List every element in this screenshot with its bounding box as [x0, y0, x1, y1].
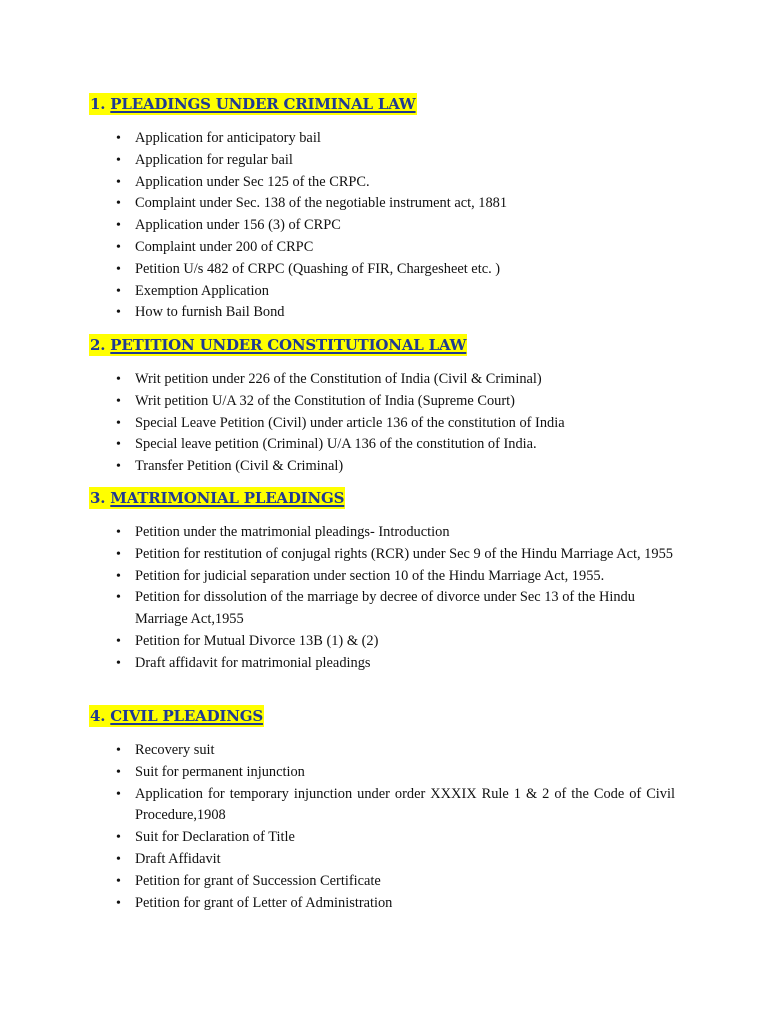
- list-item: [89, 827, 675, 849]
- item-list: [89, 522, 689, 675]
- list-item-text: Suit for Declaration of Title: [135, 829, 295, 846]
- section-civil-pleadings: [89, 705, 689, 914]
- list-item: [89, 893, 675, 915]
- list-item: [89, 259, 675, 281]
- list-item-text: Petition for dissolution of the marriage by decree of divorce under Sec 13 of the Hindu Marriage Act,1955: [135, 589, 635, 628]
- bullet-icon: •: [116, 218, 121, 234]
- section-title: PLEADINGS UNDER CRIMINAL LAW: [110, 95, 416, 113]
- list-item-text: Application under 156 (3) of CRPC: [135, 217, 341, 234]
- bullet-icon: •: [116, 283, 121, 299]
- bullet-icon: •: [116, 239, 121, 255]
- list-item-text: Special Leave Petition (Civil) under article 136 of the constitution of India: [135, 414, 565, 431]
- bullet-icon: •: [116, 568, 121, 584]
- bullet-icon: •: [116, 786, 121, 802]
- list-item-text: Draft Affidavit: [135, 850, 221, 867]
- bullet-icon: •: [116, 895, 121, 911]
- list-item: [89, 522, 675, 544]
- bullet-icon: •: [116, 305, 121, 321]
- list-item-text: Application under Sec 125 of the CRPC.: [135, 173, 370, 190]
- item-list: [89, 740, 689, 914]
- section-matrimonial-pleadings: [89, 487, 689, 675]
- list-item: [89, 456, 675, 478]
- list-item: [89, 302, 675, 324]
- list-item: [89, 762, 675, 784]
- list-item-text: Draft affidavit for matrimonial pleadings: [135, 654, 371, 671]
- bullet-icon: •: [116, 459, 121, 475]
- list-item-text: Petition for grant of Succession Certificate: [135, 872, 381, 889]
- bullet-icon: •: [116, 764, 121, 780]
- list-item: [89, 631, 675, 653]
- list-item-text: Petition for judicial separation under section 10 of the Hindu Marriage Act, 1955.: [135, 567, 605, 584]
- bullet-icon: •: [116, 851, 121, 867]
- list-item-text: Special leave petition (Criminal) U/A 136 of the constitution of India.: [135, 436, 537, 453]
- bullet-icon: •: [116, 196, 121, 212]
- bullet-icon: •: [116, 174, 121, 190]
- section-criminal-law: [89, 93, 689, 324]
- section-heading: [89, 705, 264, 727]
- list-item-text: Exemption Application: [135, 282, 269, 299]
- list-item-text: Complaint under Sec. 138 of the negotiable instrument act, 1881: [135, 195, 508, 212]
- list-item: [89, 237, 675, 259]
- list-item: [89, 587, 675, 631]
- list-item: [89, 150, 675, 172]
- list-item: [89, 413, 675, 435]
- list-item-text: Application for regular bail: [135, 151, 293, 168]
- bullet-icon: •: [116, 590, 121, 606]
- list-item-text: Writ petition under 226 of the Constitution of India (Civil & Criminal): [135, 371, 542, 387]
- bullet-icon: •: [116, 830, 121, 846]
- section-heading: [89, 334, 467, 356]
- list-item: [89, 784, 675, 828]
- list-item: [89, 871, 675, 893]
- list-item: [89, 193, 675, 215]
- bullet-icon: •: [116, 655, 121, 671]
- list-item-text: Transfer Petition (Civil & Criminal): [135, 458, 344, 475]
- bullet-icon: •: [116, 131, 121, 146]
- list-item: [89, 172, 675, 194]
- list-item-text: Petition for grant of Letter of Administration: [135, 894, 393, 911]
- list-item: [89, 128, 675, 150]
- bullet-icon: •: [116, 633, 121, 649]
- list-item-text: Complaint under 200 of CRPC: [135, 238, 314, 255]
- list-item: [89, 391, 675, 413]
- list-item: [89, 215, 675, 237]
- list-item: [89, 434, 675, 456]
- list-item: [89, 369, 675, 391]
- list-item: [89, 281, 675, 303]
- list-item-text: Petition under the matrimonial pleadings- Introduction: [135, 524, 450, 540]
- section-heading: [89, 487, 345, 509]
- list-item-text: Application for temporary injunction under order XXXIX Rule 1 & 2 of the Code of Civil Procedure,1908: [135, 785, 675, 824]
- section-number: 2.: [90, 336, 106, 354]
- bullet-icon: •: [116, 546, 121, 562]
- list-item-text: Writ petition U/A 32 of the Constitution of India (Supreme Court): [135, 392, 515, 409]
- section-title: PETITION UNDER CONSTITUTIONAL LAW: [110, 336, 467, 354]
- section-number: 4.: [90, 707, 106, 725]
- bullet-icon: •: [116, 152, 121, 168]
- section-number: 1.: [90, 95, 106, 113]
- section-title: CIVIL PLEADINGS: [110, 707, 263, 725]
- list-item-text: Petition for restitution of conjugal rights (RCR) under Sec 9 of the Hindu Marriage Act, 1955: [135, 545, 673, 562]
- list-item-text: How to furnish Bail Bond: [135, 304, 285, 321]
- list-item: [89, 566, 675, 588]
- list-item-text: Petition for Mutual Divorce 13B (1) & (2): [135, 632, 379, 649]
- list-item-text: Application for anticipatory bail: [135, 130, 321, 146]
- section-heading: [89, 93, 417, 115]
- list-item: [89, 653, 675, 675]
- bullet-icon: •: [116, 437, 121, 453]
- item-list: [89, 369, 689, 478]
- section-title: MATRIMONIAL PLEADINGS: [110, 489, 345, 507]
- list-item: [89, 544, 675, 566]
- list-item-text: Recovery suit: [135, 742, 215, 758]
- list-item-text: Petition U/s 482 of CRPC (Quashing of FIR, Chargesheet etc. ): [135, 260, 501, 277]
- bullet-icon: •: [116, 261, 121, 277]
- bullet-icon: •: [116, 873, 121, 889]
- bullet-icon: •: [116, 393, 121, 409]
- bullet-icon: •: [116, 525, 121, 540]
- list-item-text: Suit for permanent injunction: [135, 763, 305, 780]
- bullet-icon: •: [116, 743, 121, 758]
- section-constitutional-law: [89, 334, 689, 478]
- list-item: [89, 740, 675, 762]
- bullet-icon: •: [116, 372, 121, 387]
- list-item: [89, 849, 675, 871]
- bullet-icon: •: [116, 415, 121, 431]
- section-number: 3.: [90, 489, 106, 507]
- item-list: [89, 128, 689, 324]
